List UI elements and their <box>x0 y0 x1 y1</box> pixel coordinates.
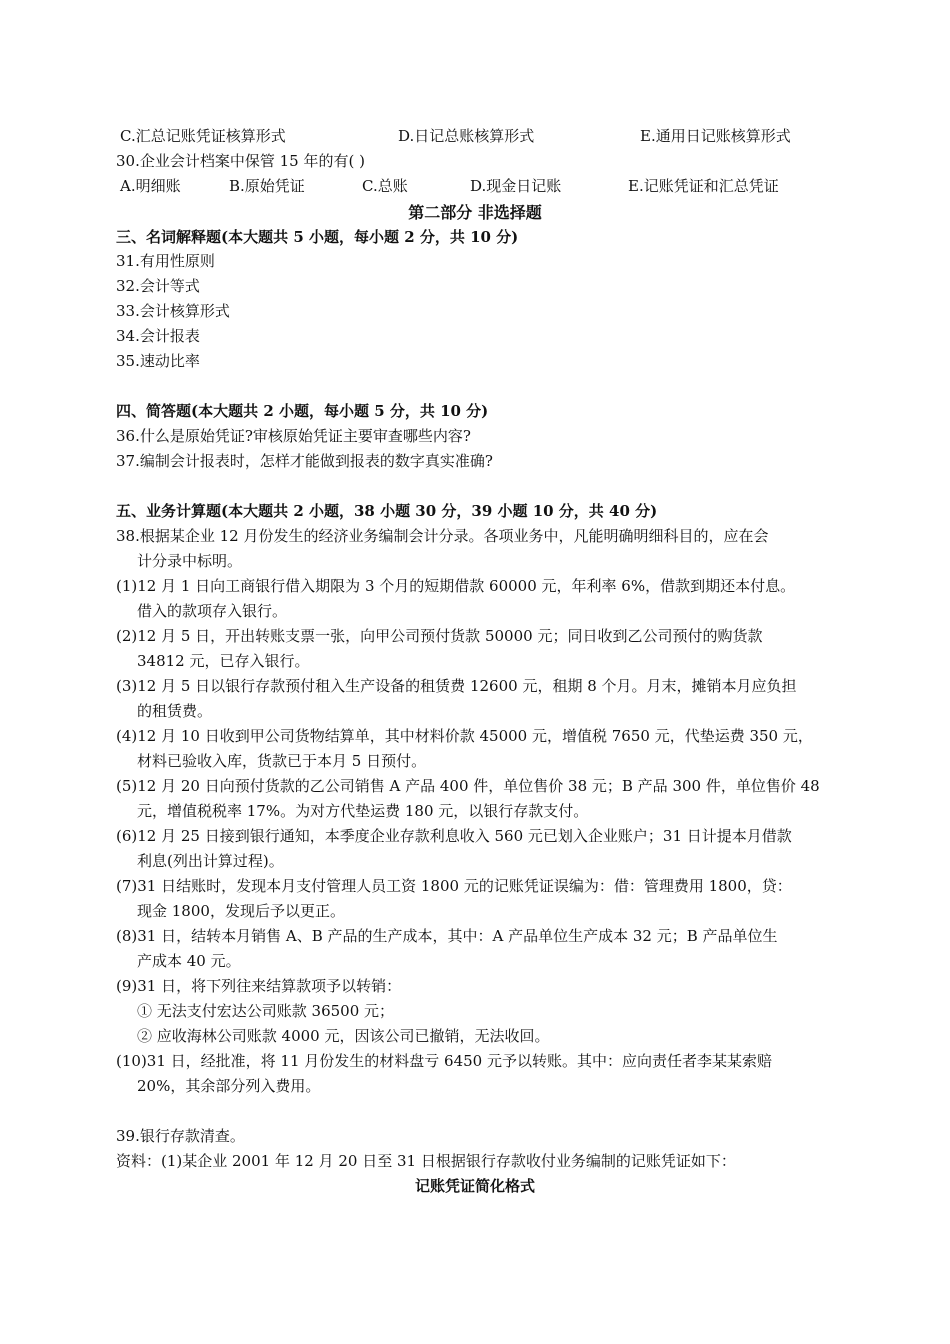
q29-option-c: C.汇总记账凭证核算形式 <box>120 127 286 145</box>
business-item-9-sub: ② 应收海林公司账款 4000 元，因该公司已撤销，无法收回。 <box>137 1027 550 1045</box>
q39-title: 39.银行存款清查。 <box>116 1127 245 1145</box>
business-item-9: (9)31 日，将下列往来结算款项予以转销： <box>116 977 402 995</box>
term-item: 33.会计核算形式 <box>116 302 230 320</box>
q29-option-d: D.日记总账核算形式 <box>398 127 535 145</box>
business-item-10: (10)31 日，经批准，将 11 月份发生的材料盘亏 6450 元予以转账。其中：应向责任者李某某索赔 <box>116 1052 772 1070</box>
business-item-1-cont: 借入的款项存入银行。 <box>137 602 288 620</box>
business-item-3: (3)12 月 5 日以银行存款预付租入生产设备的租赁费 12600 元，租期 8 个月。月末，摊销本月应负担 <box>116 677 797 695</box>
short-answer-item: 37.编制会计报表时，怎样才能做到报表的数字真实准确? <box>116 452 493 470</box>
q30-option-c: C.总账 <box>362 177 408 195</box>
business-item-6-cont: 利息(列出计算过程)。 <box>137 852 284 870</box>
business-item-4-cont: 材料已验收入库，货款已于本月 5 日预付。 <box>137 752 427 770</box>
q30-stem: 30.企业会计档案中保管 15 年的有( ) <box>116 152 365 170</box>
section3-heading: 三、名词解释题(本大题共 5 小题，每小题 2 分，共 10 分) <box>116 228 519 246</box>
q38-stem-line1: 38.根据某企业 12 月份发生的经济业务编制会计分录。各项业务中，凡能明确明细科目的，应在会 <box>116 527 769 545</box>
business-item-4: (4)12 月 10 日收到甲公司货物结算单，其中材料价款 45000 元，增值税 7650 元，代垫运费 350 元， <box>116 727 813 745</box>
business-item-3-cont: 的租赁费。 <box>137 702 213 720</box>
term-item: 32.会计等式 <box>116 277 200 295</box>
business-item-10-cont: 20%，其余部分列入费用。 <box>137 1077 321 1095</box>
q30-option-e: E.记账凭证和汇总凭证 <box>628 177 779 195</box>
q30-option-b: B.原始凭证 <box>229 177 305 195</box>
business-item-8: (8)31 日，结转本月销售 A、B 产品的生产成本，其中：A 产品单位生产成本 32 元；B 产品单位生 <box>116 927 778 945</box>
q30-option-d: D.现金日记账 <box>470 177 562 195</box>
business-item-9-sub: ① 无法支付宏达公司账款 36500 元； <box>137 1002 395 1020</box>
section5-heading: 五、业务计算题(本大题共 2 小题，38 小题 30 分，39 小题 10 分，共 40 分) <box>116 502 658 520</box>
term-item: 31.有用性原则 <box>116 252 215 270</box>
business-item-1: (1)12 月 1 日向工商银行借入期限为 3 个月的短期借款 60000 元，年利率 6%，借款到期还本付息。 <box>116 577 796 595</box>
business-item-2: (2)12 月 5 日，开出转账支票一张，向甲公司预付货款 50000 元；同日收到乙公司预付的购货款 <box>116 627 763 645</box>
business-item-6: (6)12 月 25 日接到银行通知，本季度企业存款利息收入 560 元已划入企业账户；31 日计提本月借款 <box>116 827 792 845</box>
short-answer-item: 36.什么是原始凭证?审核原始凭证主要审查哪些内容? <box>116 427 471 445</box>
q39-material: 资料：(1)某企业 2001 年 12 月 20 日至 31 日根据银行存款收付业务编制的记账凭证如下： <box>116 1152 736 1170</box>
business-item-7: (7)31 日结账时，发现本月支付管理人员工资 1800 元的记账凭证误编为：借：管理费用 1800，贷： <box>116 877 792 895</box>
business-item-7-cont: 现金 1800，发现后予以更正。 <box>137 902 345 920</box>
q30-option-a: A.明细账 <box>120 177 181 195</box>
business-item-8-cont: 产成本 40 元。 <box>137 952 241 970</box>
voucher-table-title: 记账凭证简化格式 <box>414 1177 535 1195</box>
section4-heading: 四、简答题(本大题共 2 小题，每小题 5 分，共 10 分) <box>116 402 489 420</box>
q38-stem-line2: 计分录中标明。 <box>137 552 243 570</box>
business-item-2-cont: 34812 元，已存入银行。 <box>137 652 310 670</box>
q29-option-e: E.通用日记账核算形式 <box>640 127 791 145</box>
term-item: 34.会计报表 <box>116 327 200 345</box>
part2-title: 第二部分 非选择题 <box>408 203 542 222</box>
business-item-5: (5)12 月 20 日向预付货款的乙公司销售 A 产品 400 件，单位售价 38 元；B 产品 300 件，单位售价 48 <box>116 777 820 795</box>
term-item: 35.速动比率 <box>116 352 200 370</box>
business-item-5-cont: 元，增值税税率 17%。为对方代垫运费 180 元，以银行存款支付。 <box>137 802 589 820</box>
